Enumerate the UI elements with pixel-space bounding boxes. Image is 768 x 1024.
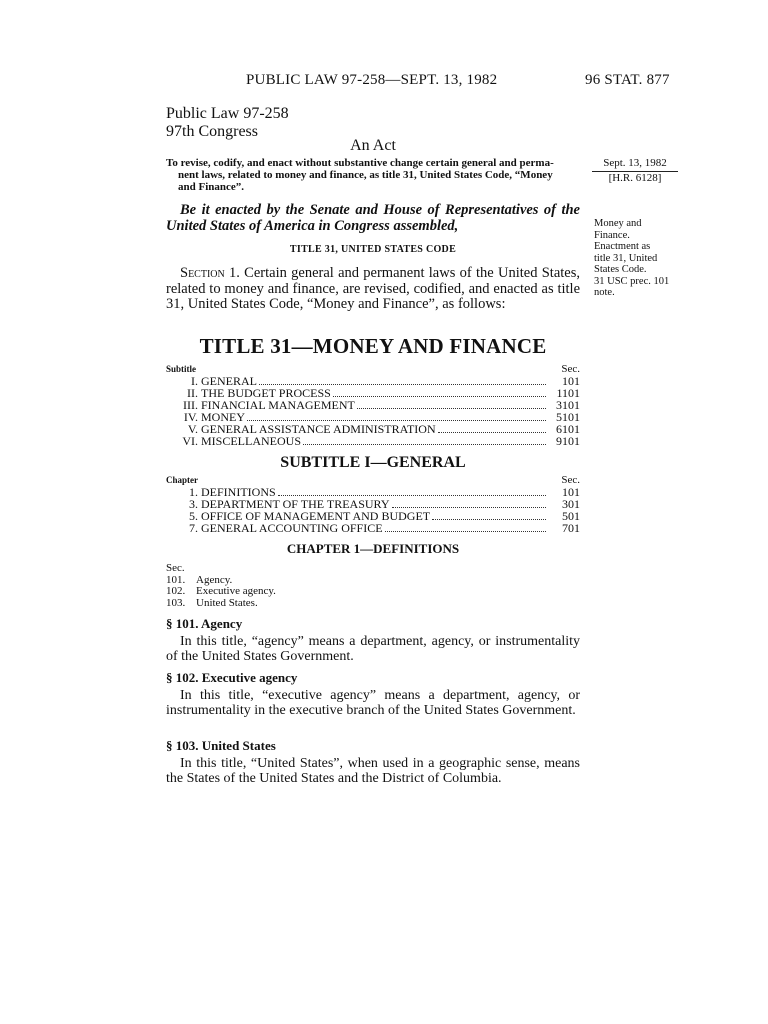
toc-num: IV. bbox=[183, 409, 198, 424]
side-note-line: Enactment as bbox=[594, 241, 651, 252]
toc-leader bbox=[432, 518, 546, 520]
section-number: 102. bbox=[166, 585, 186, 597]
margin-date-box bbox=[592, 157, 678, 185]
list-item bbox=[166, 598, 276, 610]
title-31-code-heading: TITLE 31, UNITED STATES CODE bbox=[289, 244, 457, 255]
section-102-text: In this title, “executive agency” means a department, agency, or instrumentality in the executive branch of the United States Government. bbox=[166, 688, 580, 718]
section-102-heading: § 102. Executive agency bbox=[166, 670, 298, 685]
toc-leader bbox=[259, 383, 546, 385]
purpose-line-2: nent laws, related to money and finance, as title 31, United States Code, “Money bbox=[178, 169, 553, 181]
toc-leader bbox=[303, 443, 546, 445]
toc-num: 5. bbox=[189, 508, 198, 523]
toc-sec: 701 bbox=[562, 520, 580, 535]
toc-num: III. bbox=[183, 397, 198, 412]
toc-num: I. bbox=[191, 373, 198, 388]
toc-label: MISCELLANEOUS bbox=[201, 433, 302, 448]
toc-label: GENERAL ACCOUNTING OFFICE bbox=[201, 520, 383, 535]
section-label: Agency. bbox=[196, 573, 233, 586]
side-note-line: title 31, United bbox=[594, 252, 658, 264]
toc-label: OFFICE OF MANAGEMENT AND BUDGET bbox=[201, 508, 431, 523]
toc-leader bbox=[278, 494, 546, 496]
section-number: 103. bbox=[166, 596, 186, 609]
toc-sec: 101 bbox=[562, 484, 580, 499]
running-header-title: PUBLIC LAW 97-258—SEPT. 13, 1982 bbox=[246, 72, 498, 88]
toc-row bbox=[166, 520, 580, 535]
bill-number: [H.R. 6128] bbox=[608, 172, 662, 184]
toc-num: 7. bbox=[189, 520, 198, 535]
toc-label: DEFINITIONS bbox=[201, 484, 276, 499]
section-number: 101. bbox=[166, 573, 186, 586]
congress-number: 97th Congress bbox=[166, 123, 258, 140]
toc-sec: 9101 bbox=[556, 433, 580, 448]
main-title: TITLE 31—MONEY AND FINANCE bbox=[199, 334, 547, 358]
toc-sec: 501 bbox=[562, 508, 580, 523]
toc-num: II. bbox=[187, 385, 198, 400]
toc-sec: 1101 bbox=[556, 385, 580, 400]
stat-reference: 96 STAT. 877 bbox=[585, 72, 670, 88]
toc-num: 1. bbox=[189, 484, 198, 499]
toc-label: GENERAL ASSISTANCE ADMINISTRATION bbox=[201, 421, 436, 436]
toc-leader bbox=[357, 407, 546, 409]
list-item bbox=[166, 586, 276, 598]
enactment-date: Sept. 13, 1982 bbox=[592, 157, 678, 172]
public-law-number: Public Law 97-258 bbox=[166, 105, 289, 122]
section-label: Section bbox=[180, 265, 225, 281]
toc-label: THE BUDGET PROCESS bbox=[201, 385, 331, 400]
subtitle-1-heading: SUBTITLE I—GENERAL bbox=[280, 454, 466, 471]
side-note-line: 31 USC prec. 101 bbox=[594, 275, 670, 287]
section-label: Executive agency. bbox=[196, 585, 276, 597]
toc-label: DEPARTMENT OF THE TREASURY bbox=[201, 496, 390, 511]
chapter-table-of-contents bbox=[166, 475, 580, 535]
toc-leader bbox=[392, 506, 546, 508]
purpose-line-1: To revise, codify, and enact without substantive change certain general and perma- bbox=[166, 157, 554, 169]
section-label: United States. bbox=[196, 596, 258, 609]
act-title: An Act bbox=[350, 137, 396, 154]
toc-head-sec: Sec. bbox=[561, 474, 580, 486]
toc-leader bbox=[438, 431, 546, 433]
section-101-text: In this title, “agency” means a department, agency, or instrumentality of the United States Government. bbox=[166, 634, 580, 664]
toc-sec: 5101 bbox=[556, 409, 580, 424]
toc-num: V. bbox=[187, 421, 198, 436]
toc-label: FINANCIAL MANAGEMENT bbox=[201, 397, 355, 412]
side-note bbox=[594, 218, 684, 299]
subtitle-table-of-contents bbox=[166, 364, 580, 448]
act-purpose bbox=[166, 157, 584, 193]
toc-head-chapter: Chapter bbox=[166, 475, 198, 485]
section-103-heading: § 103. United States bbox=[166, 738, 276, 753]
section-101-heading: § 101. Agency bbox=[166, 616, 243, 631]
toc-head-subtitle: Subtitle bbox=[166, 364, 197, 374]
enacting-clause: Be it enacted by the Senate and House of Representatives of the United States of America in Congress assembled, bbox=[166, 202, 580, 234]
chapter-1-section-list bbox=[166, 563, 276, 609]
toc-sec: 3101 bbox=[556, 397, 580, 412]
section-1-body: 1. Certain general and permanent laws of the United States, related to money and finance, are revised, codified, and enacted as title 31, United States Code, “Money and Finance”, as follows: bbox=[166, 265, 580, 312]
toc-leader bbox=[247, 419, 546, 421]
toc-label: MONEY bbox=[201, 409, 245, 424]
toc-num: 3. bbox=[189, 496, 198, 511]
toc-sec: 301 bbox=[562, 496, 580, 511]
side-note-line: States Code. bbox=[594, 264, 647, 275]
toc-num: VI. bbox=[182, 433, 198, 448]
chapter-1-heading: CHAPTER 1—DEFINITIONS bbox=[286, 541, 460, 556]
section-103-text: In this title, “United States”, when used in a geographic sense, means the States of the United States and the District of Columbia. bbox=[166, 756, 580, 786]
side-note-line: note. bbox=[594, 287, 615, 298]
section-list-head: Sec. bbox=[166, 562, 185, 574]
toc-leader bbox=[333, 395, 546, 397]
toc-sec: 101 bbox=[562, 373, 580, 388]
side-note-line: Finance. bbox=[594, 229, 630, 241]
toc-row bbox=[166, 433, 580, 448]
toc-label: GENERAL bbox=[201, 373, 257, 388]
section-1-text bbox=[166, 266, 580, 313]
toc-sec: 6101 bbox=[556, 421, 580, 436]
toc-leader bbox=[385, 530, 546, 532]
side-note-line: Money and bbox=[594, 218, 642, 229]
toc-head-sec: Sec. bbox=[561, 363, 580, 375]
purpose-line-3: and Finance”. bbox=[178, 181, 245, 193]
